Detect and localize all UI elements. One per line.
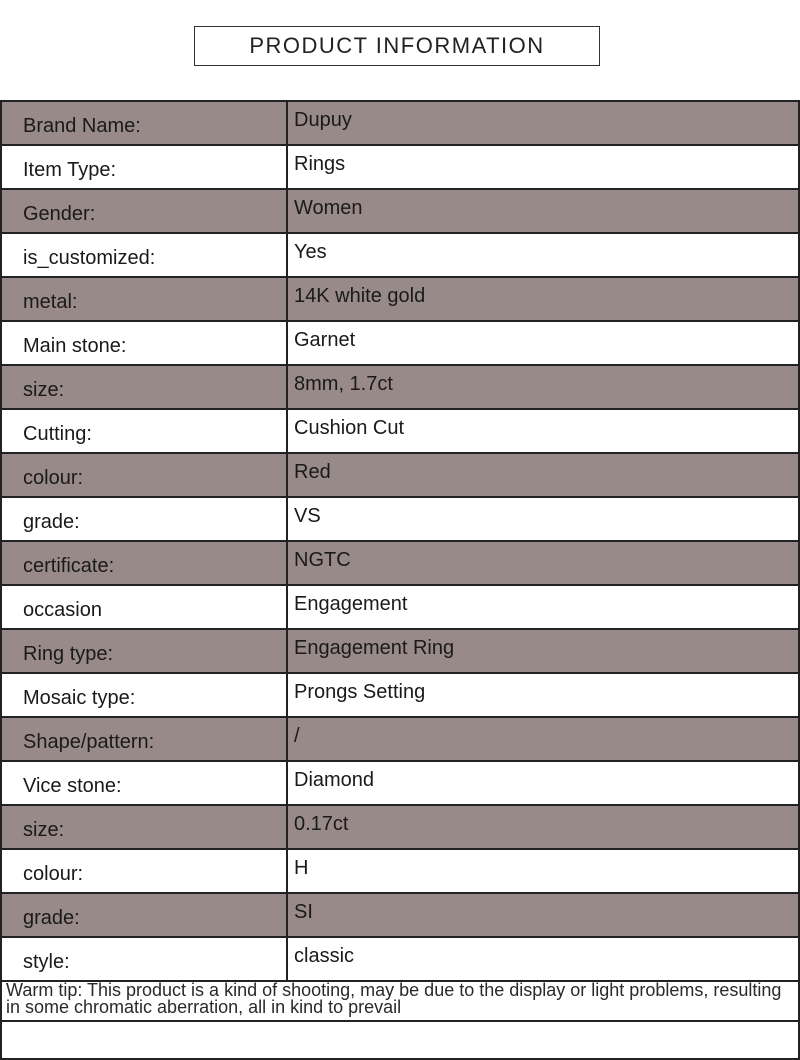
spec-row	[1, 761, 799, 805]
spec-value: Women	[287, 189, 799, 233]
spec-label: Ring type:	[1, 629, 287, 673]
spec-label: certificate:	[1, 541, 287, 585]
spec-row	[1, 937, 799, 981]
spec-label: Gender:	[1, 189, 287, 233]
spec-label: size:	[1, 805, 287, 849]
spec-value: Yes	[287, 233, 799, 277]
page-title: PRODUCT INFORMATION	[194, 26, 600, 66]
spec-value: Garnet	[287, 321, 799, 365]
spec-label: grade:	[1, 497, 287, 541]
spec-value: Cushion Cut	[287, 409, 799, 453]
spec-row	[1, 893, 799, 937]
spec-label: Main stone:	[1, 321, 287, 365]
spec-value: 14K white gold	[287, 277, 799, 321]
spec-row	[1, 365, 799, 409]
empty-cell	[1, 1021, 799, 1059]
spec-row	[1, 409, 799, 453]
spec-value: Engagement	[287, 585, 799, 629]
spec-value: NGTC	[287, 541, 799, 585]
spec-row	[1, 233, 799, 277]
spec-label: Vice stone:	[1, 761, 287, 805]
spec-label: style:	[1, 937, 287, 981]
spec-row	[1, 189, 799, 233]
spec-value: Diamond	[287, 761, 799, 805]
spec-value: 8mm, 1.7ct	[287, 365, 799, 409]
spec-value: SI	[287, 893, 799, 937]
spec-row	[1, 497, 799, 541]
empty-row	[1, 1021, 799, 1059]
spec-value: Dupuy	[287, 101, 799, 145]
spec-label: Brand Name:	[1, 101, 287, 145]
spec-value: 0.17ct	[287, 805, 799, 849]
spec-row	[1, 541, 799, 585]
spec-value: Red	[287, 453, 799, 497]
spec-value: Rings	[287, 145, 799, 189]
product-info-table	[0, 100, 800, 1060]
spec-value: Engagement Ring	[287, 629, 799, 673]
warm-tip-row	[1, 981, 799, 1021]
spec-label: Cutting:	[1, 409, 287, 453]
spec-row	[1, 277, 799, 321]
spec-value: classic	[287, 937, 799, 981]
spec-label: Item Type:	[1, 145, 287, 189]
spec-label: colour:	[1, 849, 287, 893]
spec-label: colour:	[1, 453, 287, 497]
spec-row	[1, 805, 799, 849]
spec-row	[1, 101, 799, 145]
spec-row	[1, 717, 799, 761]
spec-row	[1, 453, 799, 497]
spec-label: Shape/pattern:	[1, 717, 287, 761]
spec-row	[1, 849, 799, 893]
spec-value: H	[287, 849, 799, 893]
spec-value: /	[287, 717, 799, 761]
warm-tip-text: Warm tip: This product is a kind of shooting, may be due to the display or light problems, resulting in some chromatic aberration, all in kind to prevail	[1, 981, 799, 1021]
spec-label: grade:	[1, 893, 287, 937]
spec-row	[1, 321, 799, 365]
spec-row	[1, 585, 799, 629]
spec-value: VS	[287, 497, 799, 541]
spec-label: Mosaic type:	[1, 673, 287, 717]
product-info-table-body	[1, 101, 799, 1059]
spec-row	[1, 145, 799, 189]
spec-label: size:	[1, 365, 287, 409]
spec-label: occasion	[1, 585, 287, 629]
spec-label: metal:	[1, 277, 287, 321]
spec-row	[1, 629, 799, 673]
spec-label: is_customized:	[1, 233, 287, 277]
spec-value: Prongs Setting	[287, 673, 799, 717]
spec-row	[1, 673, 799, 717]
